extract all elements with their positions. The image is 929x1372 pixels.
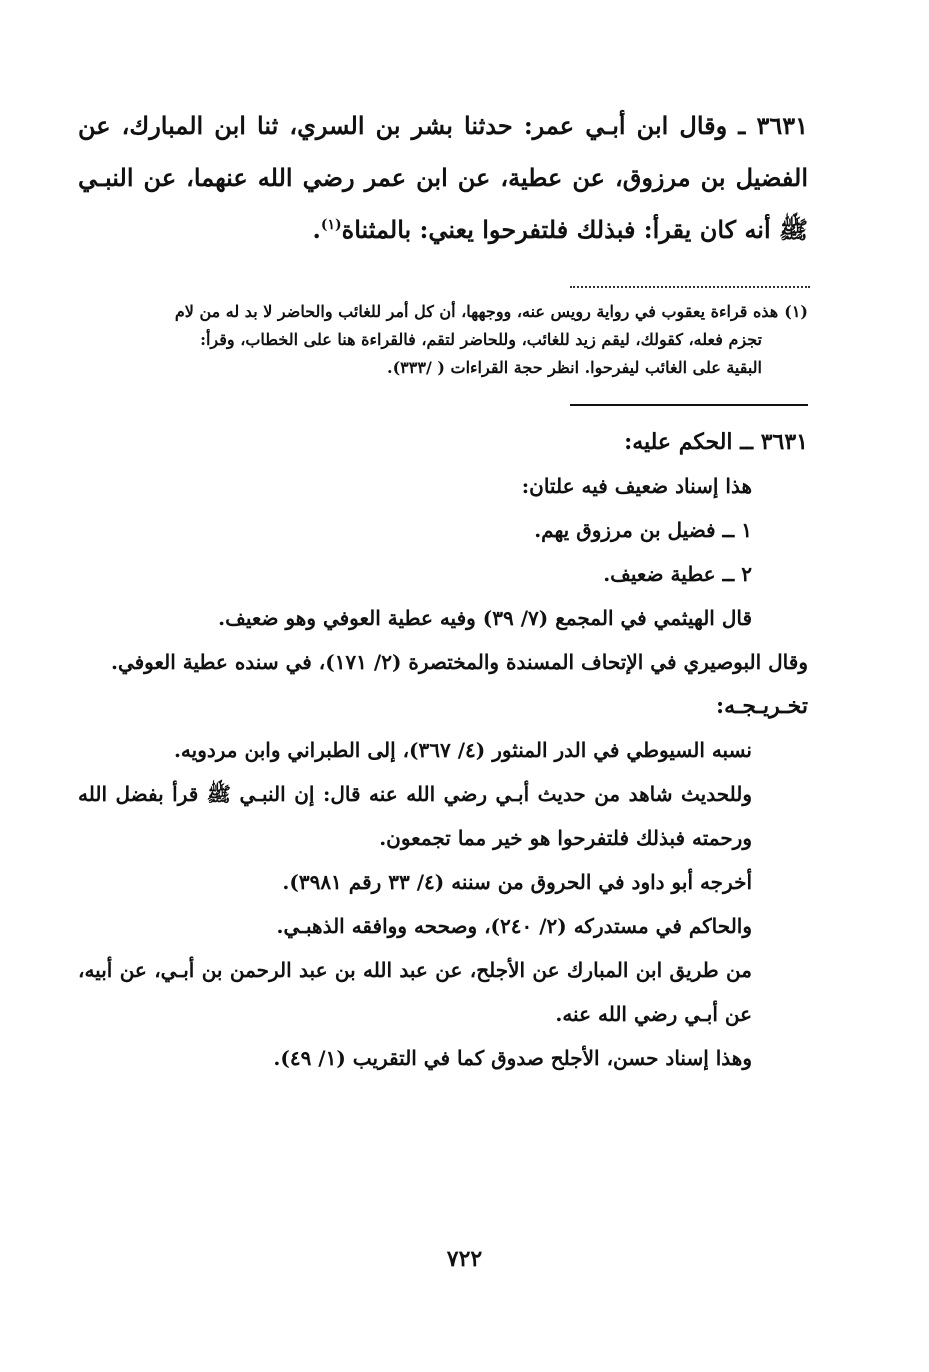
takhrij-paragraph-6: وهذا إسناد حسن، الأجلح صدوق كما في التقريب (١/ ٤٩).: [273, 1046, 752, 1070]
busiri-quote: وقال البوصيري في الإتحاف المسندة والمختصرة (٢/ ١٧١)، في سنده عطية العوفي.: [110, 650, 808, 674]
haythami-quote: قال الهيثمي في المجمع (٧/ ٣٩) وفيه عطية العوفي وهو ضعيف.: [218, 606, 752, 630]
footnote-line-2: تجزم فعله، كقولك، ليقم زيد للغائب، وللحاضر لتقم، فالقراءة هنا على الخطاب، وقرأ:: [200, 330, 762, 349]
footnote-text-1: هذه قراءة يعقوب في رواية رويس عنه، ووجهها، أن كل أمر للغائب والحاضر لا بد له من لام: [174, 302, 779, 321]
footnote: [78, 298, 808, 382]
footnote-reference[interactable]: (١): [320, 217, 342, 233]
takhrij-paragraph-2: وللحديث شاهد من حديث أبـي رضي الله عنه قال: إن النبـي ﷺ قرأ بفضل الله ورحمته فبذلك فلتفرحوا هو خير مما تجمعون.: [78, 782, 752, 850]
footnote-line-3: البقية على الغائب ليفرحوا. انظر حجة القراءات ( /٣٣٣).: [387, 358, 762, 377]
main-hadith-paragraph: [78, 100, 808, 256]
takhrij-paragraph-5: من طريق ابن المبارك عن الأجلح، عن عبد الله بن عبد الرحمن بن أبـي، عن أبيه، عن أبـي رضي الله عنه.: [78, 958, 752, 1026]
hadith-end: .: [312, 215, 321, 244]
ruling-intro: هذا إسناد ضعيف فيه علتان:: [521, 474, 752, 498]
takhrij-paragraph-1: نسبه السيوطي في الدر المنثور (٤/ ٣٦٧)، إلى الطبراني وابن مردويه.: [173, 738, 752, 762]
footnote-line-1: [78, 298, 808, 326]
takhrij-paragraph-4: والحاكم في مستدركه (٢/ ٢٤٠)، وصححه ووافقه الذهبـي.: [276, 914, 752, 938]
page-number: ٧٢٢: [446, 1246, 483, 1272]
footnote-separator: [570, 286, 810, 290]
footnote-number: (١): [784, 302, 808, 321]
ruling-reason-2: ٢ ــ عطية ضعيف.: [603, 562, 752, 586]
ruling-title: ٣٦٣١ ــ الحكم عليه:: [624, 429, 808, 455]
ruling-section: [78, 420, 808, 1080]
ruling-reason-1: ١ ــ فضيل بن مرزوق يهم.: [534, 518, 752, 542]
section-separator: [570, 404, 808, 406]
takhrij-heading: تخـريـجـه:: [715, 693, 808, 719]
takhrij-paragraph-3: أخرجه أبو داود في الحروق من سننه (٤/ ٣٣ رقم ٣٩٨١).: [282, 870, 752, 894]
hadith-text: ـ وقال ابن أبـي عمر: حدثنا بشر بن السري، ثنا ابن المبارك، عن الفضيل بن مرزوق، عن عطية، عن ابن عمر رضي الله عنهما، عن النبـي ﷺ أنه كان يقرأ: فبذلك فلتفرحوا يعني: بالمثناة: [78, 111, 808, 244]
hadith-number: ٣٦٣١: [756, 111, 808, 140]
document-page: [78, 100, 808, 1080]
